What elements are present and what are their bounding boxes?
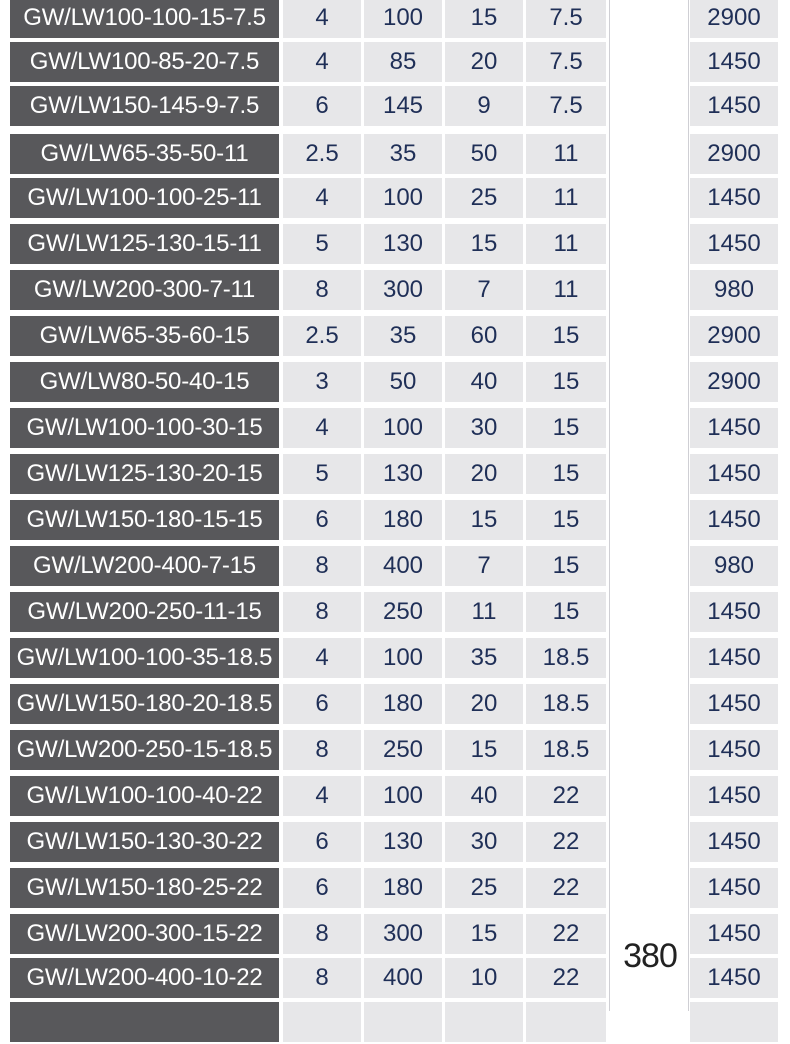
cell-col2: 250 — [364, 592, 442, 632]
cell-speed: 1450 — [690, 958, 778, 998]
cell-col3: 15 — [445, 914, 523, 954]
cell-col3: 30 — [445, 822, 523, 862]
cell-col2: 250 — [364, 730, 442, 770]
cell-col4: 7.5 — [526, 86, 606, 126]
model-cell: GW/LW150-180-25-22 — [10, 868, 279, 908]
cell-col3: 60 — [445, 316, 523, 356]
cell-col2: 300 — [364, 914, 442, 954]
table-row — [0, 774, 790, 818]
cell-speed: 1450 — [690, 914, 778, 954]
model-cell: GW/LW100-100-35-18.5 — [10, 638, 279, 678]
cell-col4: 15 — [526, 454, 606, 494]
cell-col1: 8 — [283, 546, 361, 586]
table-row — [0, 452, 790, 496]
model-cell: GW/LW150-145-9-7.5 — [10, 86, 279, 126]
cell-speed: 1450 — [690, 822, 778, 862]
cell-col3: 35 — [445, 638, 523, 678]
model-cell: GW/LW200-250-15-18.5 — [10, 730, 279, 770]
table-row — [0, 40, 790, 84]
model-cell: GW/LW100-100-15-7.5 — [10, 0, 279, 38]
cell-col4: 22 — [526, 914, 606, 954]
cell-col2: 100 — [364, 0, 442, 38]
model-cell: GW/LW200-300-15-22 — [10, 914, 279, 954]
model-cell: GW/LW100-85-20-7.5 — [10, 42, 279, 82]
cell-col2: 400 — [364, 546, 442, 586]
cell-col2: 130 — [364, 822, 442, 862]
cell-col1: 6 — [283, 86, 361, 126]
cell-col3: 20 — [445, 42, 523, 82]
cell-col1: 6 — [283, 822, 361, 862]
cell-col4: 22 — [526, 776, 606, 816]
table-row — [0, 544, 790, 588]
cell-col1: 3 — [283, 362, 361, 402]
cell-col1: 6 — [283, 684, 361, 724]
cell-col1: 8 — [283, 730, 361, 770]
cell-col3: 40 — [445, 776, 523, 816]
cell-speed: 2900 — [690, 316, 778, 356]
cell-col1: 8 — [283, 914, 361, 954]
cell-speed: 2900 — [690, 134, 778, 174]
cell-col4: 15 — [526, 316, 606, 356]
model-cell: GW/LW150-180-15-15 — [10, 500, 279, 540]
table-row — [0, 728, 790, 772]
table-row — [0, 176, 790, 220]
cell-col4: 22 — [526, 822, 606, 862]
cell-col2: 180 — [364, 684, 442, 724]
cell-col4: 11 — [526, 224, 606, 264]
table-row — [0, 314, 790, 358]
cell-speed: 1450 — [690, 454, 778, 494]
cell-col1: 2.5 — [283, 134, 361, 174]
model-cell: GW/LW150-180-20-18.5 — [10, 684, 279, 724]
cell-speed: 980 — [690, 270, 778, 310]
cell-col2: 130 — [364, 224, 442, 264]
cell-col1: 6 — [283, 500, 361, 540]
table-row — [0, 268, 790, 312]
cell-col2: 100 — [364, 178, 442, 218]
cell-col1: 2.5 — [283, 316, 361, 356]
cell-col4: 7.5 — [526, 42, 606, 82]
cell-col2: 35 — [364, 316, 442, 356]
table-row — [0, 866, 790, 910]
cell-col3: 11 — [445, 592, 523, 632]
cell-col1: 4 — [283, 638, 361, 678]
cell-col2: 100 — [364, 408, 442, 448]
cell-speed: 1450 — [690, 638, 778, 678]
cell-col3: 10 — [445, 958, 523, 998]
cell-col1: 4 — [283, 42, 361, 82]
table-row — [0, 636, 790, 680]
cell-col4: 18.5 — [526, 684, 606, 724]
cell-col4: 18.5 — [526, 730, 606, 770]
cell-col3: 25 — [445, 868, 523, 908]
cell-speed: 1450 — [690, 592, 778, 632]
cell-col2: 145 — [364, 86, 442, 126]
cell-col1: 4 — [283, 776, 361, 816]
cell-col3: 15 — [445, 224, 523, 264]
cell-col3: 15 — [445, 730, 523, 770]
cell-speed — [690, 1002, 778, 1042]
cell-col1: 5 — [283, 454, 361, 494]
cell-speed: 2900 — [690, 0, 778, 38]
cell-col4: 15 — [526, 592, 606, 632]
cell-col4: 22 — [526, 868, 606, 908]
cell-speed: 1450 — [690, 224, 778, 264]
cell-col4: 11 — [526, 178, 606, 218]
cell-speed: 1450 — [690, 776, 778, 816]
model-cell: GW/LW200-400-10-22 — [10, 958, 279, 998]
cell-speed: 980 — [690, 546, 778, 586]
model-cell: GW/LW65-35-50-11 — [10, 134, 279, 174]
cell-col3: 40 — [445, 362, 523, 402]
cell-col2: 300 — [364, 270, 442, 310]
cell-speed: 1450 — [690, 500, 778, 540]
model-cell: GW/LW200-300-7-11 — [10, 270, 279, 310]
cell-col2: 100 — [364, 638, 442, 678]
cell-col2: 180 — [364, 500, 442, 540]
cell-col3: 7 — [445, 270, 523, 310]
table-row — [0, 360, 790, 404]
cell-speed: 1450 — [690, 684, 778, 724]
table-row — [0, 0, 790, 40]
cell-col1: 6 — [283, 868, 361, 908]
model-cell: GW/LW200-400-7-15 — [10, 546, 279, 586]
cell-col4: 7.5 — [526, 0, 606, 38]
cell-col2: 400 — [364, 958, 442, 998]
model-cell — [10, 1002, 279, 1042]
cell-speed: 1450 — [690, 730, 778, 770]
model-cell: GW/LW80-50-40-15 — [10, 362, 279, 402]
table-row — [0, 956, 790, 1000]
cell-col4: 15 — [526, 362, 606, 402]
cell-col1: 4 — [283, 178, 361, 218]
cell-col3: 25 — [445, 178, 523, 218]
model-cell: GW/LW100-100-40-22 — [10, 776, 279, 816]
cell-col4: 15 — [526, 500, 606, 540]
cell-col3: 20 — [445, 684, 523, 724]
cell-col1: 4 — [283, 408, 361, 448]
cell-col1: 5 — [283, 224, 361, 264]
cell-col1: 8 — [283, 270, 361, 310]
cell-col1: 8 — [283, 592, 361, 632]
cell-col4 — [526, 1002, 606, 1042]
cell-col2: 85 — [364, 42, 442, 82]
cell-col1: 4 — [283, 0, 361, 38]
model-cell: GW/LW100-100-30-15 — [10, 408, 279, 448]
cell-col4: 11 — [526, 270, 606, 310]
cell-col2: 50 — [364, 362, 442, 402]
cell-col3 — [445, 1002, 523, 1042]
cell-col2 — [364, 1002, 442, 1042]
table-row — [0, 682, 790, 726]
model-cell: GW/LW200-250-11-15 — [10, 592, 279, 632]
cell-col4: 15 — [526, 408, 606, 448]
cell-col3: 9 — [445, 86, 523, 126]
cell-col2: 130 — [364, 454, 442, 494]
table-row — [0, 84, 790, 128]
cell-col4: 15 — [526, 546, 606, 586]
cell-col2: 100 — [364, 776, 442, 816]
cell-speed: 2900 — [690, 362, 778, 402]
model-cell: GW/LW100-100-25-11 — [10, 178, 279, 218]
table-row — [0, 912, 790, 956]
cell-col3: 50 — [445, 134, 523, 174]
voltage-cell: 380 — [623, 937, 677, 975]
cell-col2: 35 — [364, 134, 442, 174]
cell-col1 — [283, 1002, 361, 1042]
cell-col3: 15 — [445, 0, 523, 38]
cell-speed: 1450 — [690, 868, 778, 908]
model-cell: GW/LW150-130-30-22 — [10, 822, 279, 862]
cell-speed: 1450 — [690, 408, 778, 448]
model-cell: GW/LW125-130-20-15 — [10, 454, 279, 494]
cell-col3: 7 — [445, 546, 523, 586]
cell-speed: 1450 — [690, 42, 778, 82]
table-row — [0, 820, 790, 864]
table-row — [0, 590, 790, 634]
model-cell: GW/LW125-130-15-11 — [10, 224, 279, 264]
cell-col4: 18.5 — [526, 638, 606, 678]
cell-col4: 11 — [526, 134, 606, 174]
model-cell: GW/LW65-35-60-15 — [10, 316, 279, 356]
table-row — [0, 406, 790, 450]
cell-col3: 20 — [445, 454, 523, 494]
cell-col4: 22 — [526, 958, 606, 998]
table-row — [0, 498, 790, 542]
table-row — [0, 1000, 790, 1044]
cell-col3: 30 — [445, 408, 523, 448]
cell-speed: 1450 — [690, 86, 778, 126]
table-row — [0, 222, 790, 266]
cell-col2: 180 — [364, 868, 442, 908]
cell-col1: 8 — [283, 958, 361, 998]
cell-col3: 15 — [445, 500, 523, 540]
cell-speed: 1450 — [690, 178, 778, 218]
table-row — [0, 132, 790, 176]
